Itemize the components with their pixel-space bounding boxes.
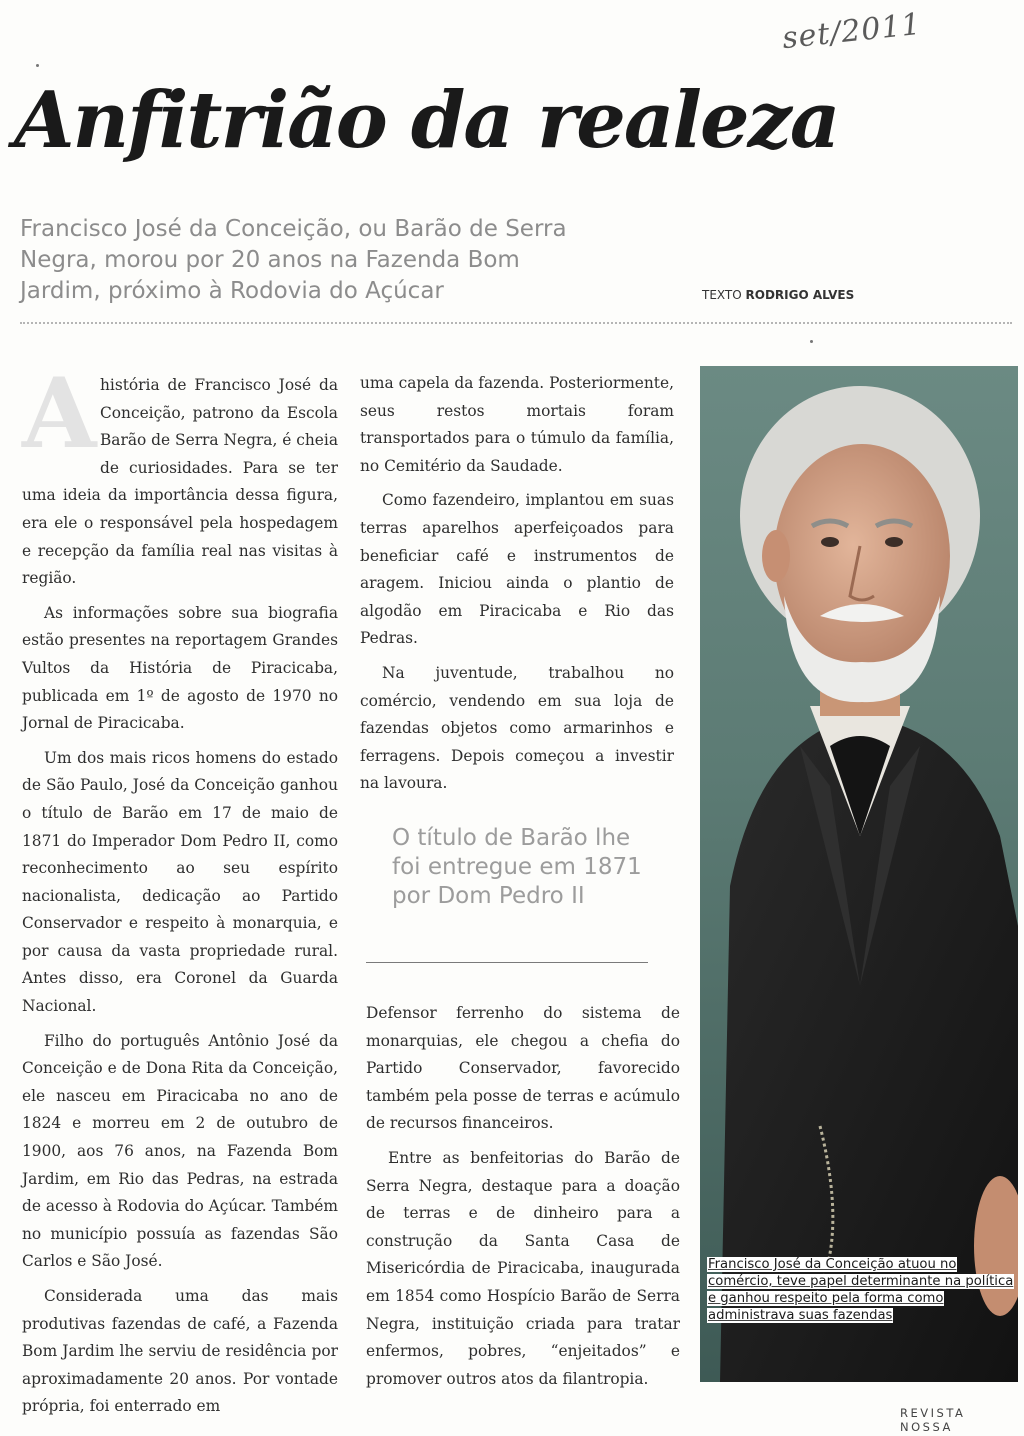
portrait-illustration	[700, 366, 1018, 1382]
eye-left	[821, 537, 839, 547]
paragraph: Um dos mais ricos homens do estado de São Paulo, José da Conceição ganhou o título de Barão em 17 de maio de 1871 do Imperador Dom Pedro II, como reconhecimento ao seu espírito nacionalista, dedicação ao Partido Conservador e respeito à monarquia, e por causa da vasta propriedade rural. Antes disso, era Coronel da Guarda Nacional.	[22, 748, 338, 1016]
article-column-2-bottom	[366, 1000, 680, 1400]
ear	[762, 530, 790, 582]
scan-speck	[810, 340, 813, 343]
pull-quote-rule	[366, 962, 648, 963]
dotted-divider	[20, 322, 1012, 324]
article-column-2-top	[360, 370, 674, 805]
paragraph: uma capela da fazenda. Posteriormente, seus restos mortais foram transportados para o túmulo da família, no Cemitério da Saudade.	[360, 374, 674, 475]
portrait-photo	[700, 366, 1018, 1382]
paragraph-text: história de Francisco José da Conceição, patrono da Escola Barão de Serra Negra, é cheia de curiosidades. Para se ter uma ideia da importância dessa figura, era ele o responsável pela hospedagem e recepção da família real nas visitas à região.	[22, 376, 338, 588]
photo-caption	[707, 1256, 1017, 1324]
paragraph: Entre as benfeitorias do Barão de Serra Negra, destaque para a doação de terras e de dinheiro para a construção da Santa Casa de Misericórdia de Piracicaba, inaugurada em 1854 como Hospício Barão de Serra Negra, instituição criada para tratar enfermos, pobres, “enjeitados” e promover outros atos da filantropia.	[366, 1148, 680, 1388]
paragraph: Como fazendeiro, implantou em suas terras aparelhos aperfeiçoados para beneficiar café e instrumentos de aragem. Iniciou ainda o plantio de algodão em Piracicaba e Rio das Pedras.	[360, 491, 674, 648]
drop-cap: A	[22, 357, 97, 470]
caption-text: Francisco José da Conceição atuou no comércio, teve papel determinante na política e ganhou respeito pela forma como administrava suas fazendas	[708, 1257, 1014, 1323]
scan-speck	[36, 64, 39, 67]
headline: Anfitrião da realeza	[14, 75, 839, 166]
byline	[702, 288, 854, 302]
paragraph: As informações sobre sua biografia estão presentes na reportagem Grandes Vultos da História de Piracicaba, publicada em 1º de agosto de 1970 no Jornal de Piracicaba.	[22, 603, 338, 733]
footer-magazine-name: REVISTA NOSSA	[900, 1406, 966, 1434]
paragraph	[22, 357, 338, 593]
pull-quote: O título de Barão lhe foi entregue em 1871 por Dom Pedro II	[392, 825, 642, 909]
paragraph: Na juventude, trabalhou no comércio, vendendo em sua loja de fazendas objetos como armarinhos e ferragens. Depois começou a investir na lavoura.	[360, 663, 674, 793]
byline-author: RODRIGO ALVES	[745, 288, 855, 302]
paragraph: Defensor ferrenho do sistema de monarquias, ele chegou a chefia do Partido Conservador, favorecido também pela posse de terras e acúmulo de recursos financeiros.	[366, 1004, 680, 1133]
subtitle: Francisco José da Conceição, ou Barão de Serra Negra, morou por 20 anos na Fazenda Bom Jardim, próximo à Rodovia do Açúcar	[20, 216, 567, 304]
article-column-1	[22, 357, 338, 1428]
paragraph: Filho do português Antônio José da Conceição e de Dona Rita da Conceição, ele nasceu em Piracicaba no ano de 1824 e morreu em 2 de outubro de 1900, aos 76 anos, na Fazenda Bom Jardim, em Rio das Pedras, na estrada de acesso à Rodovia do Açúcar. Também no município possuía as fazendas São Carlos e São José.	[22, 1031, 338, 1271]
byline-label: TEXTO	[702, 288, 742, 302]
paragraph: Considerada uma das mais produtivas fazendas de café, a Fazenda Bom Jardim lhe serviu de residência por aproximadamente 20 anos. Por vontade própria, foi enterrado em	[22, 1287, 338, 1416]
eye-right	[885, 537, 903, 547]
handwritten-date-note: set/2011	[780, 6, 924, 57]
